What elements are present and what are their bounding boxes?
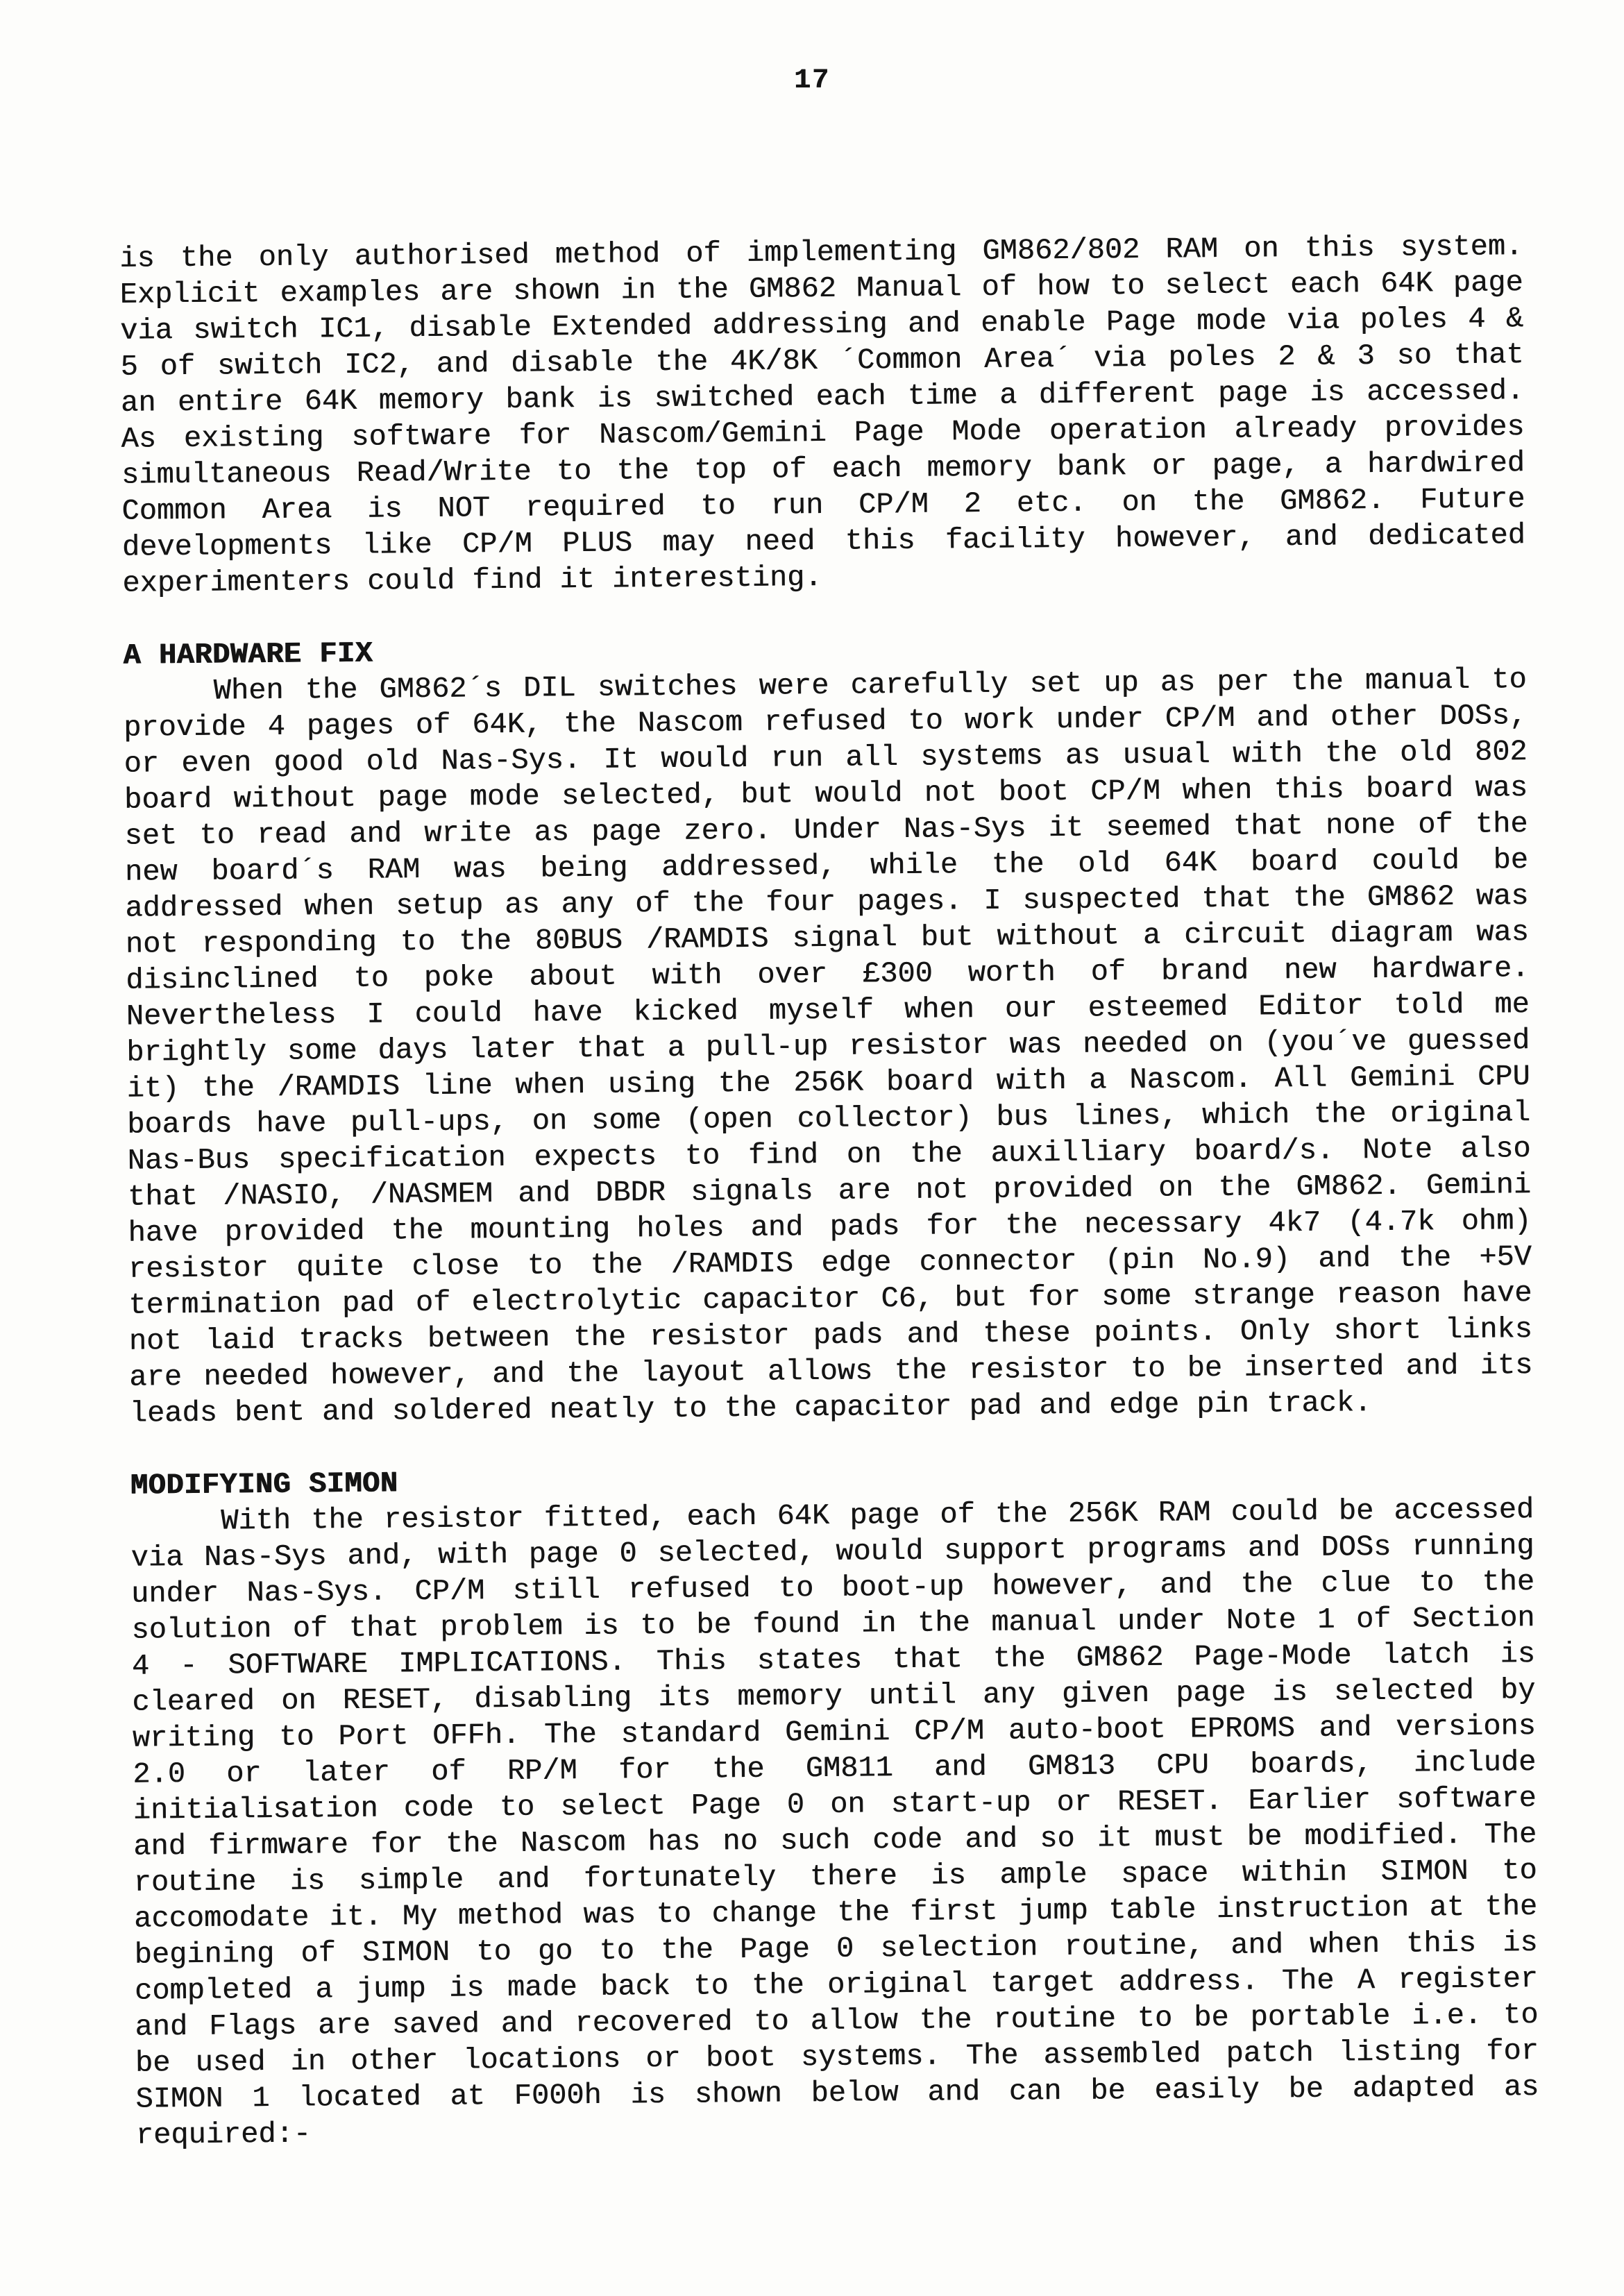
text-line: termination pad of electrolytic capacitor C6, but for some strange reason have (128, 1276, 1532, 1322)
page-number: 17 (793, 65, 830, 96)
text-line: 5 of switch IC2, and disable the 4K/8K ´Common Area´ via poles 2 & 3 so that (120, 338, 1524, 384)
text-line: routine is simple and fortunately there is ample space within SIMON to (133, 1854, 1537, 1900)
text-line: boards have pull-ups, on some (open collector) bus lines, which the original (126, 1096, 1531, 1142)
text-line: completed a jump is made back to the original target address. The A register (134, 1962, 1539, 2008)
text-line: Nas-Bus specification expects to find on the auxilliary board/s. Note also (127, 1132, 1531, 1178)
text-line: resistor quite close to the /RAMDIS edge connector (pin No.9) and the +5V (128, 1240, 1532, 1286)
text-line: When the GM862´s DIL switches were carefully set up as per the manual to (213, 663, 1527, 708)
text-line: and firmware for the Nascom has no such code and so it must be modified. The (133, 1818, 1537, 1864)
text-line: brightly some days later that a pull-up resistor was needed on (you´ve guessed (126, 1024, 1530, 1070)
text-line: that /NASIO, /NASMEM and DBDR signals are not provided on the GM862. Gemini (127, 1168, 1532, 1214)
text-line: 2.0 or later of RP/M for the GM811 and GM813 CPU boards, include (133, 1746, 1537, 1791)
paragraph (130, 1492, 1539, 2154)
text-line: via switch IC1, disable Extended addressing and enable Page mode via poles 4 & (119, 302, 1524, 348)
text-line: Nevertheless I could have kicked myself when our esteemed Editor told me (126, 988, 1530, 1033)
text-line: new board´s RAM was being addressed, while the old 64K board could be (124, 843, 1529, 889)
content-area (119, 228, 1539, 2154)
paragraph (123, 661, 1532, 1432)
text-line: writing to Port OFFh. The standard Gemini CP/M auto-boot EPROMS and versions (132, 1710, 1537, 1755)
text-line: experimenters could find it interesting. (122, 561, 822, 600)
text-line: board without page mode selected, but would not boot CP/M when this board was (124, 771, 1528, 817)
paragraph (119, 228, 1525, 602)
text-line: not laid tracks between the resistor pads and these points. Only short links (128, 1312, 1533, 1358)
text-line: are needed however, and the layout allows the resistor to be inserted and its (129, 1349, 1533, 1394)
text-line: provide 4 pages of 64K, the Nascom refused to work under CP/M and other DOSs, (123, 699, 1528, 745)
text-line: begining of SIMON to go to the Page 0 selection routine, and when this is (134, 1926, 1538, 1972)
text-line: via Nas-Sys and, with page 0 selected, would support programs and DOSs running (130, 1529, 1534, 1575)
text-line: 4 - SOFTWARE IMPLICATIONS. This states that the GM862 Page-Mode latch is (131, 1637, 1536, 1683)
text-line: under Nas-Sys. CP/M still refused to boot-up however, and the clue to the (130, 1565, 1535, 1611)
text-line: SIMON 1 located at F000h is shown below and can be easily be adapted as (135, 2070, 1539, 2116)
text-line: and Flags are saved and recovered to allow the routine to be portable i.e. to (135, 1998, 1539, 2044)
text-line: or even good old Nas-Sys. It would run all systems as usual with the old 802 (124, 735, 1528, 781)
text-line: is the only authorised method of implementing GM862/802 RAM on this system. (119, 230, 1523, 276)
section-heading: MODIFYING SIMON (130, 1467, 398, 1503)
text-line: Explicit examples are shown in the GM862 Manual of how to select each 64K page (119, 266, 1523, 312)
text-line: required:- (135, 2117, 312, 2152)
text-line: initialisation code to select Page 0 on start-up or RESET. Earlier software (133, 1782, 1537, 1827)
text-line: be used in other locations or boot systems. The assembled patch listing for (135, 2034, 1539, 2080)
text-line: cleared on RESET, disabling its memory until any given page is selected by (132, 1673, 1536, 1719)
text-line: accomodate it. My method was to change the first jump table instruction at the (133, 1890, 1538, 1936)
text-line: developments like CP/M PLUS may need this facility however, and dedicated (121, 518, 1526, 564)
text-line: With the resistor fitted, each 64K page of the 256K RAM could be accessed (220, 1493, 1534, 1538)
text-line: addressed when setup as any of the four pages. I suspected that the GM862 was (125, 879, 1529, 925)
text-line: leads bent and soldered neatly to the capacitor pad and edge pin track. (129, 1386, 1372, 1430)
text-line: Common Area is NOT required to run CP/M 2 etc. on the GM862. Future (121, 482, 1525, 528)
text-line: not responding to the 80BUS /RAMDIS signal but without a circuit diagram was (125, 915, 1530, 961)
section-heading: A HARDWARE FIX (123, 636, 373, 673)
text-line: have provided the mounting holes and pads for the necessary 4k7 (4.7k ohm) (128, 1204, 1532, 1250)
text-line: set to read and write as page zero. Under Nas-Sys it seemed that none of the (124, 807, 1528, 853)
text-line: As existing software for Nascom/Gemini Page Mode operation already provides (121, 410, 1525, 456)
text-line: solution of that problem is to be found in the manual under Note 1 of Section (131, 1601, 1535, 1647)
text-line: it) the /RAMDIS line when using the 256K board with a Nascom. All Gemini CPU (126, 1060, 1530, 1106)
text-line: simultaneous Read/Write to the top of each memory bank or page, a hardwired (121, 446, 1525, 492)
text-line: disinclined to poke about with over £300 worth of brand new hardware. (126, 952, 1530, 997)
text-line: an entire 64K memory bank is switched each time a different page is accessed. (120, 374, 1525, 420)
